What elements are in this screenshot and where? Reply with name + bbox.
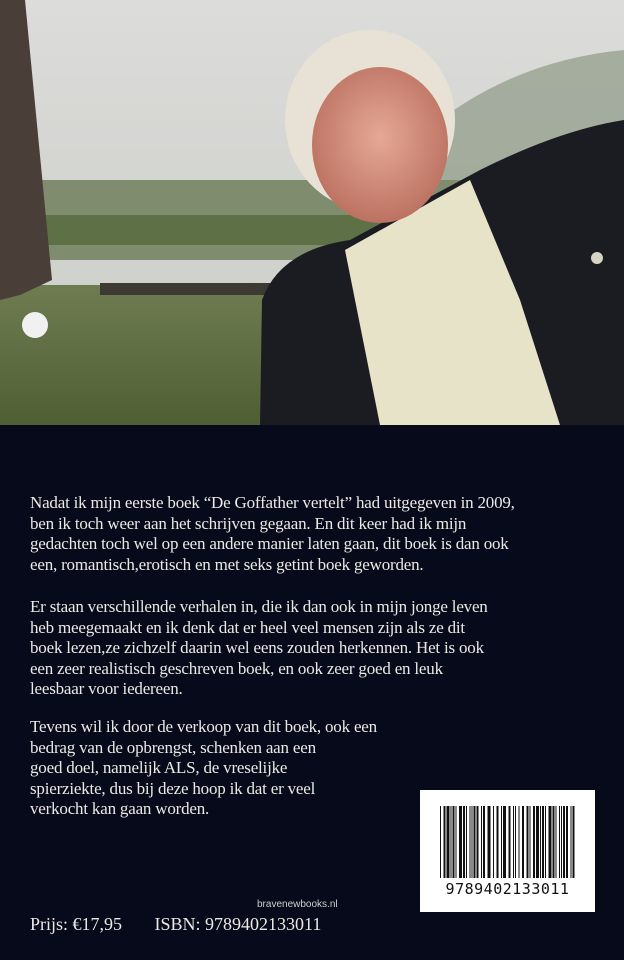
barcode-bar: [566, 806, 568, 878]
blurb-paragraph-1: Nadat ik mijn eerste boek “De Goffather vertelt” had uitgegeven in 2009, ben ik toch weer aan het schrijven gegaan. En dit keer had ik mijn gedachten toch wel op een andere manier laten gaan, dit boek is dan ook een, romantisch,erotisch en met seks getint boek geworden.: [30, 493, 515, 574]
barcode-bar: [536, 806, 539, 878]
barcode-bar: [447, 806, 450, 878]
barcode-number: 9789402133011: [445, 880, 570, 898]
barcode-bar: [451, 806, 452, 878]
barcode-bar: [540, 806, 541, 878]
author-photo: [0, 0, 624, 425]
barcode-bar: [563, 806, 565, 878]
barcode-bar: [456, 806, 457, 878]
barcode-bar: [444, 806, 446, 878]
barcode-bar: [513, 806, 514, 878]
barcode-bar: [556, 806, 557, 878]
price: Prijs: €17,95: [30, 914, 123, 934]
barcode-bar: [470, 806, 471, 878]
barcode-bar: [515, 806, 516, 878]
barcode-bar: [522, 806, 524, 878]
barcode-bar: [545, 806, 546, 878]
isbn-barcode: [420, 790, 595, 912]
blurb-paragraph-2: Er staan verschillende verhalen in, die ik dan ook in mijn jonge leven heb meegemaakt en ik denk dat er heel veel mensen zijn als ze dit boek lezen,ze zichzelf daarin wel eens zouden herkennen. Het is ook een zeer realistisch geschreven boek, en ook zeer goed en leuk leesbaar voor iedereen.: [30, 597, 488, 698]
barcode-bar: [453, 806, 455, 878]
barcode-bar: [474, 806, 476, 878]
barcode-bar: [559, 806, 560, 878]
barcode-bar: [533, 806, 535, 878]
footer: [30, 914, 321, 935]
barcode-bar: [573, 806, 575, 878]
barcode-bar: [549, 806, 552, 878]
barcode-bar: [519, 806, 520, 878]
publisher-name: bravenewbooks.nl: [257, 899, 338, 910]
barcode-bar: [488, 806, 491, 878]
barcode-bar: [530, 806, 531, 878]
barcode-bar: [527, 806, 529, 878]
barcode-bar: [477, 806, 479, 878]
barcode-bar: [472, 806, 473, 878]
blurb-paragraph-3: Tevens wil ik door de verkoop van dit boek, ook een bedrag van de opbrengst, schenken aan een goed doel, namelijk ALS, de vreselijke spierziekte, dus bij deze hoop ik dat er veel verkocht kan gaan worden.: [30, 717, 377, 818]
barcode-bar: [571, 806, 572, 878]
barcode-bar: [497, 806, 499, 878]
barcode-bar: [463, 806, 465, 878]
barcode-bar: [561, 806, 562, 878]
barcode-bar: [503, 806, 506, 878]
barcode-bar: [440, 806, 441, 878]
barcode-bar: [481, 806, 482, 878]
barcode-bar: [553, 806, 555, 878]
barcode-bar: [501, 806, 502, 878]
isbn-text: ISBN: 9789402133011: [154, 914, 322, 934]
barcode-bar: [459, 806, 462, 878]
barcode-bar: [509, 806, 511, 878]
barcode-bar: [493, 806, 494, 878]
barcode-bar: [483, 806, 485, 878]
barcode-bar: [466, 806, 467, 878]
barcode-bars: [440, 806, 575, 878]
barcode-bar: [542, 806, 544, 878]
